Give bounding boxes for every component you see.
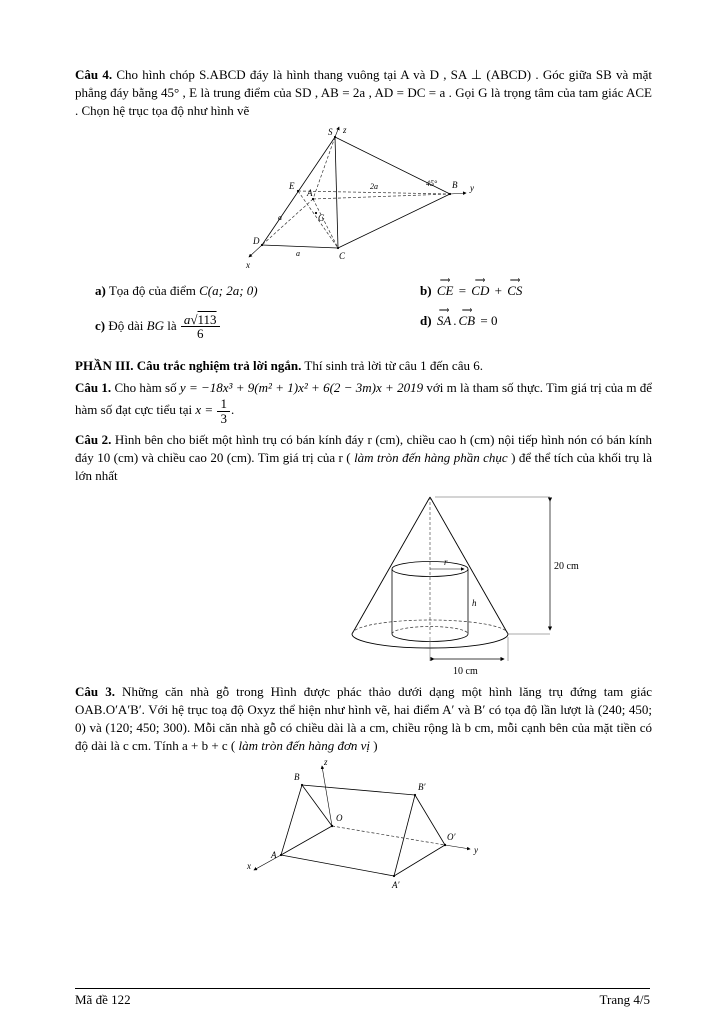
question-1-period: . [230, 402, 235, 418]
option-d-dot: . [453, 312, 457, 328]
point-label-O: O [335, 812, 342, 823]
point-label-G: G [317, 212, 324, 223]
point-label-O-prime: O′ [446, 831, 455, 842]
part-3-title: PHẦN III. Câu trắc nghiệm trả lời ngắn. [75, 358, 302, 374]
option-a-label: a) [95, 282, 106, 298]
option-d-label: d) [420, 312, 432, 328]
point-label-D: D [252, 235, 259, 246]
pyramid-points [260, 136, 450, 249]
angle-45-label: 45° [425, 178, 437, 188]
option-b [420, 283, 524, 299]
vector-CB: ⟶ CB [458, 313, 477, 329]
question-2-seg2: ) để thể tích của khối trụ là lớn nhất [75, 450, 653, 484]
option-c-fraction [181, 313, 220, 341]
dim-ad-label: a [277, 212, 282, 222]
radius-r-label: r [444, 557, 448, 568]
fraction-a-var: a [183, 311, 191, 327]
point-label-B: B [293, 771, 299, 782]
option-c-text2: là [163, 317, 180, 333]
question-1-formula: y = −18x³ + 9(m² + 1)x² + 6(2 − 3m)x + 2019 [179, 380, 424, 396]
question-1-x-equals: x = [195, 402, 217, 418]
question-1-seg2: với m là tham số thực. Tìm giá trị của m để hàm số đạt cực tiểu tại [75, 380, 652, 418]
y-axis [445, 845, 470, 849]
z-axis [322, 766, 332, 826]
y-axis-label: y [473, 844, 478, 855]
question-2-text [75, 431, 652, 485]
prism-figure [244, 759, 484, 894]
option-row-2 [75, 313, 652, 341]
y-axis-label: y [469, 182, 474, 193]
question-4-label: Câu 4. [75, 67, 113, 82]
question-3-text [75, 683, 652, 755]
vector-CS: ⟶ CS [506, 283, 523, 299]
option-c-bg: BG [146, 317, 164, 333]
q1-fraction-den: 3 [220, 410, 227, 426]
x-axis-label: x [246, 860, 251, 871]
question-3-label: Câu 3. [75, 684, 115, 700]
option-d [420, 313, 497, 329]
vector-SA: ⟶ SA [436, 313, 452, 329]
option-c-label: c) [95, 317, 106, 333]
x-axis [254, 855, 281, 870]
vector-CD: ⟶ CD [470, 283, 490, 299]
vector-CE: ⟶ CE [436, 283, 455, 299]
question-1-fraction [217, 397, 230, 425]
z-axis [335, 127, 339, 137]
radicand-113: 113 [197, 311, 217, 327]
point-label-B: B [451, 179, 457, 190]
question-4-body: Cho hình chóp S.ABCD đáy là hình thang vuông tại A và D , SA ⊥ (ABCD) . Góc giữa SB và mặt phẳng đáy bằng 45° , E là trung điểm của SD , AB = 2a , AD = DC = a . Gọi G là trọng tâm của tam giác ACE . Chọn hệ trục tọa độ như hình vẽ [75, 67, 653, 118]
cone-cylinder-figure [345, 489, 595, 679]
point-label-E: E [288, 180, 294, 191]
exam-code: Mã đề 122 [75, 992, 131, 1007]
exam-page [75, 66, 652, 898]
option-a-math: C(a; 2a; 0) [199, 282, 258, 298]
part-3-heading [75, 357, 652, 375]
question-2-italic: làm tròn đến hàng phần chục [354, 450, 508, 466]
question-2-seg1: Hình bên cho biết một hình trụ có bán kính đáy r (cm), chiều cao h (cm) nội tiếp hình nón có bán kính đáy 10 (cm) và chiều cao 20 (cm). Tìm giá trị của r ( [75, 432, 653, 466]
fraction-denominator: 6 [196, 326, 204, 342]
z-axis-label: z [342, 124, 347, 135]
option-d-equals-zero: = 0 [477, 312, 498, 328]
option-b-label: b) [420, 282, 432, 298]
point-label-A: A [306, 187, 312, 198]
point-label-B-prime: B′ [417, 781, 425, 792]
question-1-seg1: Cho hàm số [111, 380, 180, 396]
y-axis [450, 193, 466, 194]
page-number: Trang 4/5 [599, 992, 650, 1007]
pyramid-solid-edges [262, 137, 450, 248]
question-1-text [75, 379, 652, 425]
prism-solid-edges [281, 785, 445, 876]
question-3-seg1: Những căn nhà gỗ trong Hình được phác thảo dưới dạng một hình lăng trụ đứng tam giác OAB.O′A′B′. Với hệ trục toạ độ Oxyz thể hiện như hình vẽ, hai điểm A′ và B′ có tọa độ lần lượt là (240; 450; 0) và (120; 450; 300). Mỗi căn nhà gỗ có chiều dài là a cm, chiều rộng là b cm, mỗi cạnh bên của mặt tiền có độ dài là c cm. Tính a + b + c ( [75, 684, 653, 753]
height-h-label: h [472, 598, 477, 609]
option-c-text1: Độ dài [105, 317, 147, 333]
prism-hidden-edge [332, 826, 445, 845]
pyramid-hidden-edges [262, 137, 450, 248]
point-label-C: C [338, 250, 345, 261]
z-axis-label: z [323, 758, 328, 767]
question-3-italic: làm tròn đến hàng đơn vị [238, 737, 371, 753]
question-1-label: Câu 1. [75, 380, 112, 396]
point-label-A-prime: A′ [391, 879, 399, 890]
dim-20cm-label: 20 cm [554, 561, 579, 573]
part-3-subtitle: Thí sinh trả lời từ câu 1 đến câu 6. [301, 358, 483, 374]
option-b-equals: = [455, 282, 470, 298]
point-label-A: A [270, 849, 276, 860]
question-3-seg2: ) [370, 737, 378, 753]
pyramid-figure [244, 124, 484, 274]
option-a-text: Tọa độ của điểm [105, 282, 200, 298]
prism-points [279, 781, 445, 877]
page-footer [75, 988, 650, 1008]
x-axis [249, 245, 262, 257]
question-4-text [75, 66, 652, 120]
option-b-plus: + [491, 282, 506, 298]
x-axis-label: x [245, 259, 250, 270]
dim-ab-label: 2a [369, 181, 378, 191]
question-2-label: Câu 2. [75, 432, 112, 448]
radical-sign: √ [190, 311, 198, 327]
dim-10cm-label: 10 cm [453, 666, 478, 678]
option-row-1 [75, 283, 652, 301]
dim-dc-label: a [295, 248, 300, 258]
q1-fraction-num: 1 [217, 397, 230, 412]
point-label-S: S [327, 126, 332, 137]
